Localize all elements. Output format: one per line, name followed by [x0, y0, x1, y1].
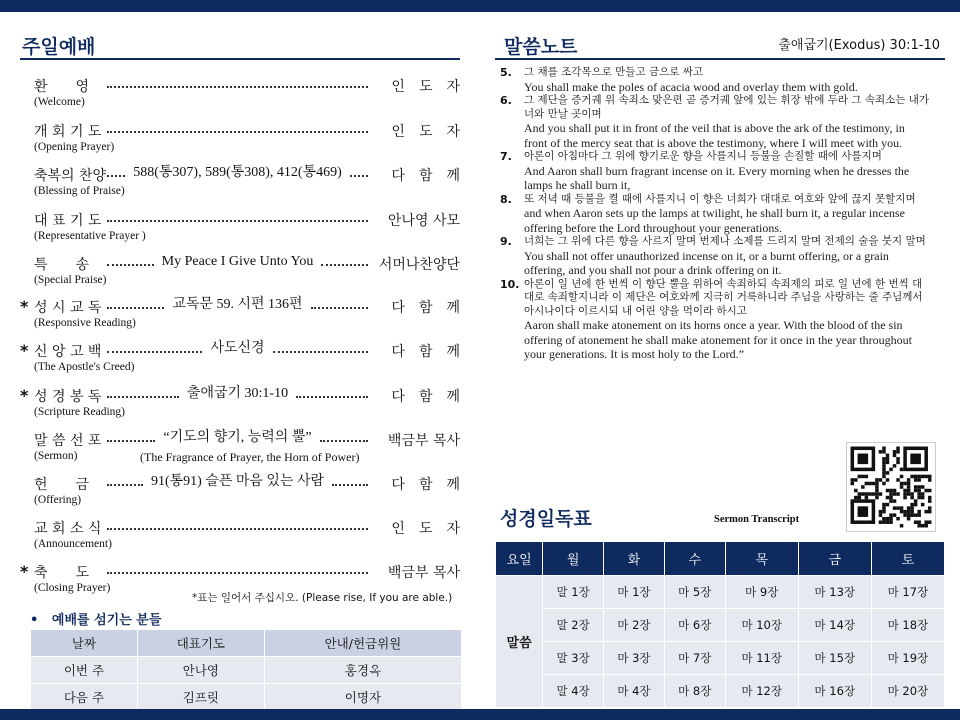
reading-cell: 말 1장: [543, 576, 604, 609]
reading-cell: 마 15장: [798, 642, 871, 675]
reading-header-cell: 요일: [496, 542, 543, 576]
verse-english: Aaron shall make atonement on its horns once a year. With the blood of the sin offering of atonement he shall make atonement for it once in the year throughout your generations. It is most holy to the Lord.”: [524, 318, 912, 361]
reading-header-cell: 수: [664, 542, 725, 576]
order-item-english: (Special Praise): [34, 274, 107, 286]
reading-cell: 마 12장: [725, 675, 798, 708]
order-item-label: 환 영: [34, 79, 90, 95]
order-item: [20, 76, 460, 120]
reading-cell: 말 2장: [543, 609, 604, 642]
order-item-english: (Representative Prayer ): [34, 230, 146, 242]
verse-english: You shall not offer unauthorized incense on it, or a burnt offering, or a grain offering, and you shall not pour a drink offering on it.: [524, 248, 889, 277]
verse: [500, 278, 930, 362]
order-item-leader: 다 함 께: [391, 300, 460, 316]
servers-header: 안내/헌금위원: [264, 630, 461, 657]
order-item-label: 성 경 봉 독: [34, 389, 102, 405]
order-item: [20, 430, 460, 474]
order-item-leader: 인 도 자: [391, 521, 460, 537]
reading-header-cell: 목: [725, 542, 798, 576]
reading-cell: 마 9장: [725, 576, 798, 609]
servers-cell: 김프릿: [137, 684, 264, 711]
order-item-label: 성 시 교 독: [34, 300, 102, 316]
reading-cell: 마 11장: [725, 642, 798, 675]
order-item-label: 축복의 찬양: [34, 168, 107, 184]
servers-cell: 이명자: [264, 684, 461, 711]
verse: [500, 193, 930, 236]
order-item-label: 개 회 기 도: [34, 124, 102, 140]
reading-cell: 말 4장: [543, 675, 604, 708]
order-item-english: (Opening Prayer): [34, 141, 115, 153]
verse-number: 9.: [500, 235, 512, 248]
order-item-label: 특 송: [34, 257, 90, 273]
order-item-english: (Closing Prayer): [34, 582, 111, 594]
order-item: [20, 254, 460, 298]
order-item-label: 축 도: [34, 565, 90, 581]
verse-korean: 또 저녁 때 등불을 켤 때에 사를지니 이 향은 너희가 대대로 여호와 앞에 끊지 못할지며: [524, 192, 916, 205]
verse-korean: 너희는 그 위에 다른 향을 사르지 말며 번제나 소제를 드리지 말며 전제의 술을 붓지 말며: [524, 235, 926, 247]
servers-cell: 홍경옥: [264, 657, 461, 684]
order-item-english: (Blessing of Praise): [34, 185, 125, 197]
order-item: [20, 518, 460, 562]
order-item: [20, 210, 460, 254]
order-item-leader: 다 함 께: [391, 344, 460, 360]
reading-cell: 마 17장: [871, 576, 944, 609]
order-item-label: 헌 금: [34, 477, 90, 493]
stand-marker: *: [20, 341, 29, 360]
reading-row-label: 말씀: [496, 576, 543, 708]
order-item-english: (The Apostle's Creed): [34, 361, 135, 373]
order-item-content: 사도신경: [210, 341, 265, 356]
order-item-english: (Sermon): [34, 450, 78, 462]
verse: [500, 235, 930, 278]
reading-header-cell: 금: [798, 542, 871, 576]
order-item-leader: 다 함 께: [391, 389, 460, 405]
order-item-leader: 안나영 사모: [387, 213, 460, 229]
qr-code-icon[interactable]: [846, 442, 936, 532]
servers-table: [30, 629, 462, 711]
order-item-leader: 다 함 께: [391, 168, 460, 184]
stand-note: *표는 일어서 주십시오. (Please rise, If you are able.): [192, 592, 453, 604]
order-item-english: (Responsive Reading): [34, 317, 136, 329]
order-item-content: 출애굽기 30:1-10: [186, 386, 289, 401]
order-item-label: 신 앙 고 백: [34, 344, 102, 360]
order-item-content: 교독문 59. 시편 136편: [172, 297, 303, 312]
stand-marker: *: [20, 386, 29, 405]
verse-number: 6.: [500, 94, 512, 107]
sermon-note-rule: [495, 58, 945, 60]
reading-cell: 마 5장: [664, 576, 725, 609]
reading-cell: 마 8장: [664, 675, 725, 708]
order-item-content: 91(통91) 슬픈 마음 있는 사람: [150, 474, 325, 489]
reading-cell: 마 7장: [664, 642, 725, 675]
order-item-leader: 백금부 목사: [387, 433, 460, 449]
verse-english: And you shall put it in front of the veil that is above the ark of the testimony, in front of the mercy seat that is above the testimony, where I will meet with you.: [524, 121, 905, 150]
reading-cell: 마 20장: [871, 675, 944, 708]
reading-cell: 마 4장: [604, 675, 665, 708]
servers-header: 날짜: [31, 630, 138, 657]
servers-cell: 이번 주: [31, 657, 138, 684]
order-item-leader: 서머나찬양단: [378, 257, 460, 273]
servers-cell: 다음 주: [31, 684, 138, 711]
worship-title: 주일예배: [22, 36, 96, 58]
verse-number: 8.: [500, 192, 512, 206]
reading-cell: 마 13장: [798, 576, 871, 609]
order-item: [20, 297, 460, 341]
verse: [500, 150, 930, 193]
order-item-leader: 인 도 자: [391, 124, 460, 140]
order-item-content: 588(통307), 589(통308), 412(통469): [133, 165, 342, 180]
order-item-english: (Welcome): [34, 96, 85, 108]
bottom-bar: [0, 709, 960, 720]
order-item-leader: 인 도 자: [391, 79, 460, 95]
verse-korean: 아론이 아침마다 그 위에 향기로운 향을 사를지니 등불을 손질할 때에 사를지며: [524, 150, 882, 162]
sermon-english-title: (The Fragrance of Prayer, the Horn of Power): [140, 450, 360, 464]
verse-korean: 그 제단을 증거궤 위 속죄소 맞은편 곧 증거궤 앞에 있는 휘장 밖에 두라 그 속죄소는 내가 너와 만날 곳이며: [524, 94, 930, 120]
reading-header-cell: 화: [604, 542, 665, 576]
order-item-leader: 다 함 께: [391, 477, 460, 493]
reading-header-cell: 토: [871, 542, 944, 576]
verse: [500, 94, 930, 150]
servers-header: 대표기도: [137, 630, 264, 657]
reading-cell: 마 10장: [725, 609, 798, 642]
sermon-transcript-label: Sermon Transcript: [714, 514, 800, 525]
stand-marker: *: [20, 297, 29, 316]
verse-korean: 그 채를 조각목으로 만들고 금으로 싸고: [524, 66, 703, 78]
reading-cell: 말 3장: [543, 642, 604, 675]
scripture-reference: 출애굽기(Exodus) 30:1-10: [778, 38, 940, 53]
verse-english: You shall make the poles of acacia wood and overlay them with gold.: [524, 79, 858, 94]
sermon-note-title: 말씀노트: [504, 36, 578, 58]
order-item-content: “기도의 향기, 능력의 뿔”: [163, 430, 312, 445]
verse-english: and when Aaron sets up the lamps at twilight, he shall burn it, a regular incense offering before the Lord throughout your generations.: [524, 206, 905, 235]
order-item-label: 교 회 소 식: [34, 521, 102, 537]
reading-header-cell: 월: [543, 542, 604, 576]
order-item-english: (Scripture Reading): [34, 406, 126, 418]
order-item-content: My Peace I Give Unto You: [161, 254, 314, 269]
stand-marker: *: [20, 562, 29, 581]
order-item: [20, 386, 460, 430]
verse-number: 7.: [500, 150, 512, 163]
reading-cell: 마 2장: [604, 609, 665, 642]
top-bar: [0, 0, 960, 12]
reading-cell: 마 18장: [871, 609, 944, 642]
reading-cell: 마 3장: [604, 642, 665, 675]
servers-cell: 안나영: [137, 657, 264, 684]
reading-cell: 마 14장: [798, 609, 871, 642]
verse-list: [500, 66, 930, 362]
reading-plan-table: [495, 541, 945, 708]
order-item-label: 말 씀 선 포: [34, 433, 102, 449]
verse-number: 10.: [500, 277, 520, 291]
reading-plan-title: 성경일독표: [500, 508, 592, 530]
order-item: [20, 474, 460, 518]
order-item-english: (Announcement): [34, 538, 112, 550]
order-item: [20, 341, 460, 385]
order-item: [20, 121, 460, 165]
reading-cell: 마 6장: [664, 609, 725, 642]
reading-cell: 마 19장: [871, 642, 944, 675]
order-item-label: 대 표 기 도: [34, 213, 102, 229]
verse-english: And Aaron shall burn fragrant incense on it. Every morning when he dresses the lamps he shall burn it,: [524, 163, 910, 192]
order-item-english: (Offering): [34, 494, 82, 506]
reading-cell: 마 16장: [798, 675, 871, 708]
reading-cell: 마 1장: [604, 576, 665, 609]
order-item-leader: 백금부 목사: [387, 565, 460, 581]
servers-title: • 예배를 섬기는 분들: [30, 613, 162, 628]
verse-korean: 아론이 일 년에 한 번씩 이 향단 뿔을 위하여 속죄하되 속죄제의 피로 일 년에 한 번씩 대대로 속죄할지니라 이 제단은 여호와께 지극히 거룩하니라 주님을 사랑하는 줄 주님께서 아시나이다 이르시되 내 어린 양을 먹이라 하시고: [524, 277, 923, 317]
verse: [500, 66, 930, 94]
order-item: [20, 165, 460, 209]
worship-title-rule: [20, 58, 460, 60]
verse-number: 5.: [500, 66, 512, 79]
